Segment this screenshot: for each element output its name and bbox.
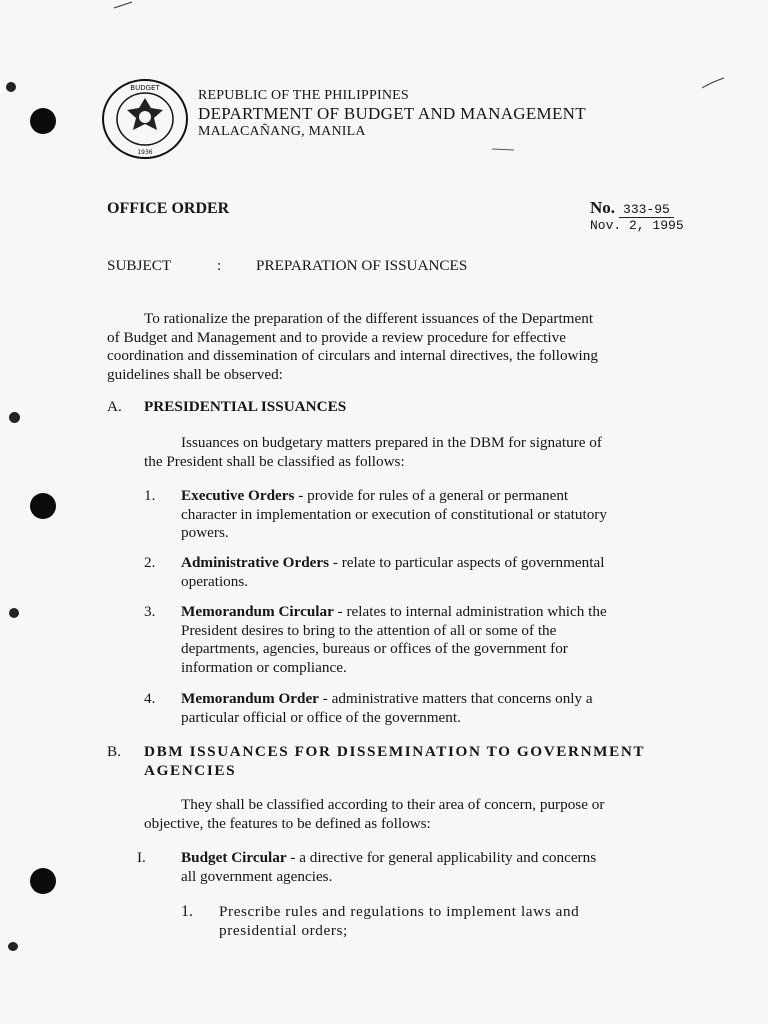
list-item-administrative-orders bbox=[181, 554, 681, 591]
dbm-seal-icon bbox=[101, 78, 189, 160]
item-term: Memorandum Circular bbox=[181, 603, 334, 620]
list-item-budget-circular bbox=[181, 849, 681, 886]
letterhead-department: DEPARTMENT OF BUDGET AND MANAGEMENT bbox=[198, 104, 586, 123]
pen-mark-icon bbox=[112, 0, 136, 10]
intro-paragraph bbox=[107, 310, 681, 384]
section-a-line: Issuances on budgetary matters prepared in the DBM for signature of bbox=[181, 434, 602, 451]
order-number bbox=[590, 198, 674, 218]
order-number-value: 333-95 bbox=[619, 202, 674, 218]
section-a-marker: A. bbox=[107, 398, 122, 415]
item-number: 1. bbox=[144, 487, 156, 504]
section-b-title-line: DBM ISSUANCES FOR DISSEMINATION TO GOVERNMENT bbox=[144, 743, 646, 760]
intro-line: guidelines shall be observed: bbox=[107, 365, 283, 383]
section-b-title bbox=[144, 743, 645, 780]
section-b-line: objective, the features to be defined as follows: bbox=[144, 814, 431, 832]
list-item-memorandum-order bbox=[181, 690, 681, 727]
pen-mark-icon bbox=[490, 146, 516, 152]
item-number: 3. bbox=[144, 603, 156, 620]
subject-value: PREPARATION OF ISSUANCES bbox=[256, 257, 468, 274]
item-text: President desires to bring to the attention of all or some of the bbox=[181, 621, 557, 639]
item-term: Budget Circular bbox=[181, 849, 287, 866]
section-b-line: They shall be classified according to their area of concern, purpose or bbox=[181, 796, 605, 813]
pen-mark-icon bbox=[700, 76, 726, 90]
sub-item-prescribe-rules bbox=[219, 903, 681, 940]
scan-speck bbox=[9, 412, 20, 423]
item-term: Executive Orders bbox=[181, 487, 295, 504]
intro-line: of Budget and Management and to provide a review procedure for effective bbox=[107, 328, 566, 346]
item-text: all government agencies. bbox=[181, 867, 333, 885]
order-number-label: No. bbox=[590, 198, 616, 217]
list-item-memorandum-circular bbox=[181, 603, 681, 677]
letterhead-address: MALACAÑANG, MANILA bbox=[198, 124, 366, 139]
section-b-marker: B. bbox=[107, 743, 121, 760]
punch-hole bbox=[30, 868, 56, 894]
list-item-executive-orders bbox=[181, 487, 681, 543]
intro-line: To rationalize the preparation of the different issuances of the Department bbox=[144, 310, 594, 327]
sub-item-text: Prescribe rules and regulations to implement laws and bbox=[219, 903, 580, 920]
item-term: Administrative Orders bbox=[181, 554, 330, 571]
section-a-line: the President shall be classified as follows: bbox=[144, 452, 405, 470]
punch-hole bbox=[30, 108, 56, 134]
order-date: Nov. 2, 1995 bbox=[590, 218, 684, 233]
roman-number: I. bbox=[137, 849, 146, 866]
item-number: 4. bbox=[144, 690, 156, 707]
sub-item-number: 1. bbox=[181, 903, 193, 920]
item-text: information or compliance. bbox=[181, 658, 347, 676]
item-text: - relate to particular aspects of governmental bbox=[329, 554, 605, 571]
intro-line: coordination and dissemination of circulars and internal directives, the following bbox=[107, 347, 598, 364]
item-text: - provide for rules of a general or permanent bbox=[294, 487, 569, 504]
scan-speck bbox=[9, 608, 19, 618]
order-title: OFFICE ORDER bbox=[107, 200, 230, 217]
section-b-title-line: AGENCIES bbox=[144, 761, 237, 779]
letterhead-country: REPUBLIC OF THE PHILIPPINES bbox=[198, 88, 409, 103]
section-b-paragraph bbox=[144, 796, 682, 833]
scan-speck bbox=[8, 942, 18, 951]
item-text: particular official or office of the government. bbox=[181, 708, 461, 726]
item-text: - administrative matters that concerns only a bbox=[318, 690, 593, 707]
item-text: character in implementation or execution of constitutional or statutory bbox=[181, 505, 607, 523]
scan-speck bbox=[6, 82, 16, 92]
section-a-title: PRESIDENTIAL ISSUANCES bbox=[144, 398, 347, 415]
section-a-paragraph bbox=[144, 434, 682, 471]
item-text: - a directive for general applicability and concerns bbox=[286, 849, 597, 866]
sub-item-text: presidential orders; bbox=[219, 921, 348, 939]
item-text: departments, agencies, bureaus or offices of the government for bbox=[181, 640, 568, 657]
subject-label: SUBJECT bbox=[107, 257, 172, 274]
item-text: - relates to internal administration which the bbox=[333, 603, 607, 620]
svg-text:BUDGET: BUDGET bbox=[130, 84, 160, 92]
item-text: operations. bbox=[181, 572, 249, 590]
item-number: 2. bbox=[144, 554, 156, 571]
punch-hole bbox=[30, 493, 56, 519]
svg-text:1936: 1936 bbox=[137, 149, 153, 156]
subject-colon: : bbox=[217, 257, 222, 274]
item-term: Memorandum Order bbox=[181, 690, 319, 707]
item-text: powers. bbox=[181, 524, 229, 541]
